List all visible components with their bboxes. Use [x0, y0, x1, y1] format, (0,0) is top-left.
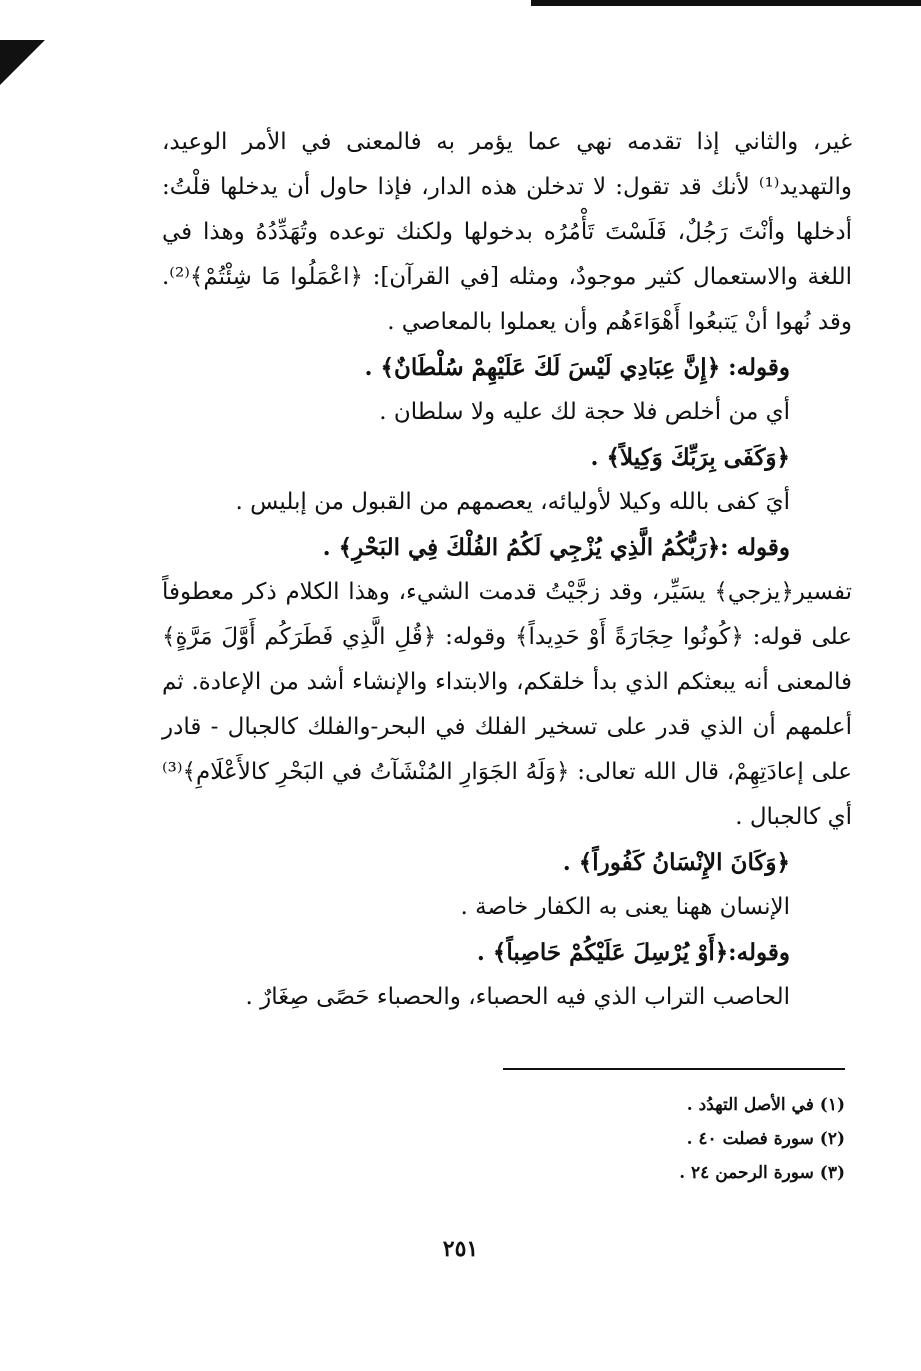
explanation-line-1: أي من أخلص فلا حجة لك عليه ولا سلطان .	[379, 399, 790, 425]
explanation-line-4: الإنسان ههنا يعنى به الكفار خاصة .	[460, 894, 790, 920]
page-number: ٢٥١	[442, 1236, 479, 1262]
verse-line-5: وقوله:﴿أَوْ يُرْسِلَ عَلَيْكُمْ حَاصِباً﴾ .	[476, 939, 790, 966]
footnote-separator	[503, 1068, 845, 1070]
verse-line-1: وقوله: ﴿إِنَّ عِبَادِي لَيْسَ لَكَ عَلَيْهِمْ سُلْطَانٌ﴾ .	[364, 354, 790, 381]
paragraph-1: غير، والثاني إذا تقدمه نهي عما يؤمر به فالمعنى في الأمر الوعيد، والتهديد⁽¹⁾ لأنك قد تقول: لا تدخلن هذه الدار، فإذا حاول أن يدخلها قلْتُ: أدخلها وأنْتَ رَجُلٌ، فَلَسْتَ تَأْمُرُه بدخولها ولكنك توعده وتُهَدِّدُهُ وهذا في اللغة والاستعمال كثير موجودٌ، ومثله [في القرآن]: ﴿اعْمَلُوا مَا شِئْتُمْ﴾⁽²⁾. وقد نُهوا أنْ يَتبعُوا أَهْوَاءَهُم وأن يعملوا بالمعاصي .	[162, 129, 852, 335]
verse-line-3: وقوله :﴿رَبُّكُمُ الَّذِي يُزْجِي لَكُمُ الفُلْكَ فِي البَحْرِ﴾ .	[322, 534, 790, 561]
verse-line-4: ﴿وَكَانَ الإِنْسَانُ كَفُوراً﴾ .	[562, 849, 790, 876]
verse-line-2: ﴿وَكَفَى بِرَبِّكَ وَكِيلاً﴾ .	[590, 444, 790, 471]
corner-triangle-mark	[0, 40, 45, 85]
footnote-2: (٢) سورة فصلت ٤٠ .	[686, 1129, 845, 1149]
paragraph-2: تفسير﴿يزجي﴾ يسَيِّر، وقد زجَّيْتُ قدمت الشيء، وهذا الكلام ذكر معطوفاً على قوله: ﴿كُونُوا حِجَارَةً أَوْ حَدِيداً﴾ وقوله: ﴿قُلِ الَّذِي فَطَرَكُم أَوَّلَ مَرَّةٍ﴾ فالمعنى أنه يبعثكم الذي بدأ خلقكم، والابتداء والإنشاء أشد من الإعادة. ثم أعلمهم أن الذي قدر على تسخير الفلك في البحر-والفلك كالجبال - قادر على إعادَتِهِمْ، قال الله تعالى: ﴿وَلَهُ الجَوَارِ المُنْشَآتُ في البَحْرِ كالأَعْلَامِ﴾⁽³⁾ أي كالجبال .	[162, 579, 852, 830]
footnote-3: (٣) سورة الرحمن ٢٤ .	[679, 1163, 845, 1183]
top-border-rule	[531, 0, 921, 6]
footnotes	[445, 1088, 845, 1190]
explanation-line-5: الحاصب التراب الذي فيه الحصباء، والحصباء حَصًى صِغَارٌ .	[245, 984, 790, 1010]
page-body	[162, 120, 852, 1020]
explanation-line-2: أيَ كفى بالله وكيلا لأوليائه، يعصمهم من القبول من إبليس .	[235, 489, 790, 515]
footnote-1: (١) في الأصل التهدُد .	[686, 1095, 845, 1115]
